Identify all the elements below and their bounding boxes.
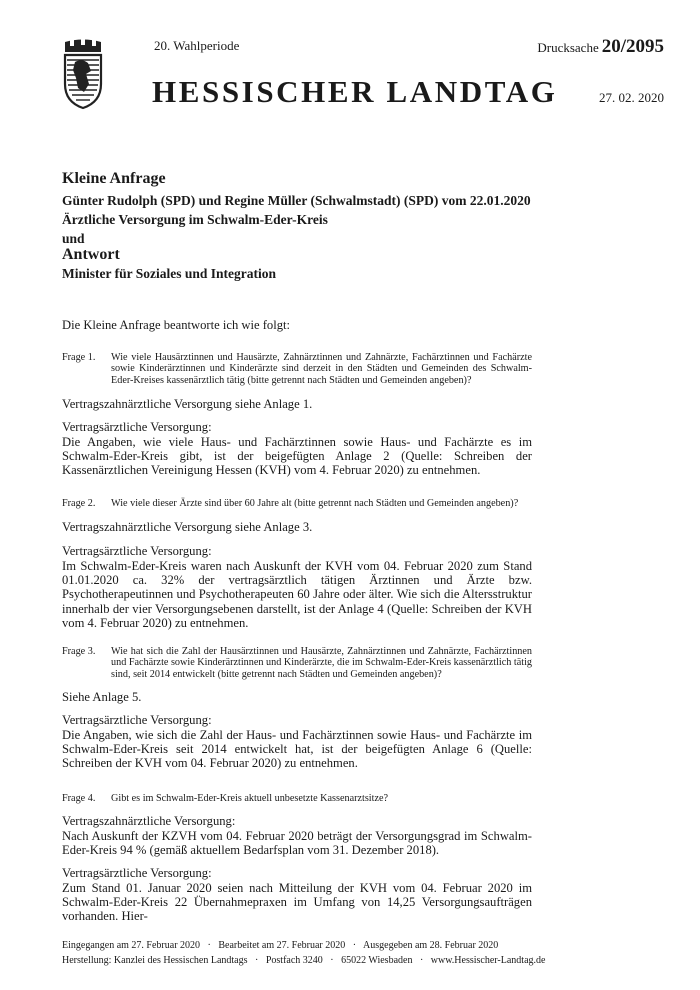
wahlperiode: 20. Wahlperiode: [154, 38, 240, 53]
authors-line: Günter Rudolph (SPD) und Regine Müller (Schwalmstadt) (SPD) vom 22.01.2020: [62, 193, 531, 208]
frage-4-answer-zahn-title: Vertragszahnärztliche Versorgung:: [62, 814, 236, 828]
frage-2-answer-title: Vertragsärztliche Versorgung:: [62, 544, 212, 558]
frage-2-answer-zahn: Vertragszahnärztliche Versorgung siehe Anlage 3.: [62, 520, 313, 534]
frage-1-answer-title: Vertragsärztliche Versorgung:: [62, 420, 212, 434]
frage-3-answer-text: Die Angaben, wie sich die Zahl der Haus- und Fachärztinnen sowie Haus- und Fachärzte im Schwalm-Eder-Kreis seit 2014 entwickelt hat, ist der beigefügten Anlage 6 (Quelle: Schreiben der KVH vom 04. Februar 2020) zu entnehmen.: [62, 728, 532, 771]
frage-1-answer-text: Die Angaben, wie viele Haus- und Fachärztinnen sowie Haus- und Fachärzte es im Schwalm-Eder-Kreis gibt, ist der beigefügten Anlage 2 (Quelle: Schreiben der Kassenärztlichen Vereinigung Hessen (KVH) vom 4. Februar 2020) zu entnehmen.: [62, 435, 532, 478]
frage-4-answer-zahn-text: Nach Auskunft der KZVH vom 04. Februar 2020 beträgt der Versorgungsgrad im Schwalm-Eder-Kreis 94 % (gemäß aktuellem Bedarfsplan vom 31. Dezember 2018).: [62, 829, 532, 858]
drucksache-value: 20/2095: [601, 36, 664, 57]
frage-1-label: Frage 1.: [62, 352, 96, 363]
frage-4-text: Gibt es im Schwalm-Eder-Kreis aktuell unbesetzte Kassenarztsitze?: [111, 793, 389, 804]
frage-2-label: Frage 2.: [62, 498, 96, 509]
kleine-anfrage-heading: Kleine Anfrage: [62, 170, 166, 187]
intro-text: Die Kleine Anfrage beantworte ich wie folgt:: [62, 318, 291, 332]
hessen-coat-of-arms-icon: [62, 38, 104, 110]
topic-line: Ärztliche Versorgung im Schwalm-Eder-Kreis: [62, 212, 328, 227]
frage-2-answer-text: Im Schwalm-Eder-Kreis waren nach Auskunft der KVH vom 04. Februar 2020 zum Stand 01.01.2020 ca. 32% der vertragsärztlich tätigen Ärztinnen und Ärzte bzw. Psychotherapeutinnen und Psychotherapeuten 60 Jahre oder älter. Wie sich die Altersstruktur innerhalb der vier Versorgungsebenen darstellt, ist der Anlage 4 (Quelle: Schreiben der KVH vom 4. Februar 2020) zu entnehmen.: [62, 559, 532, 630]
drucksache-label: Drucksache: [537, 40, 599, 55]
footer-publisher: Herstellung: Kanzlei des Hessischen Landtags · Postfach 3240 · 65022 Wiesbaden · www.Hessischer-Landtag.de: [62, 955, 546, 966]
landtag-title: HESSISCHER LANDTAG: [152, 74, 558, 109]
antwort-heading: Antwort: [62, 246, 120, 263]
frage-4-label: Frage 4.: [62, 793, 96, 804]
frage-1-answer-zahn: Vertragszahnärztliche Versorgung siehe Anlage 1.: [62, 397, 313, 411]
footer-dates: Eingegangen am 27. Februar 2020 · Bearbeitet am 27. Februar 2020 · Ausgegeben am 28. Februar 2020: [62, 940, 499, 951]
frage-4-answer-text: Zum Stand 01. Januar 2020 seien nach Mitteilung der KVH vom 04. Februar 2020 im Schwalm-Eder-Kreis 22 Übernahmepraxen im Umfang von 14,25 Versorgungsaufträgen vorhanden. Hier-: [62, 881, 532, 924]
document-date: 27. 02. 2020: [599, 90, 664, 105]
frage-1-text: Wie viele Hausärztinnen und Hausärzte, Zahnärztinnen und Zahnärzte, Fachärztinnen und Fachärzte sowie Kinderärztinnen und Kinderärzte sind derzeit in den Städten und Gemeinden des Schwalm-Eder-Kreises kassenärztlich tätig (bitte getrennt nach Städten und Gemeinden angeben)?: [111, 352, 532, 386]
drucksache-number: [537, 36, 664, 58]
frage-2-text: Wie viele dieser Ärzte sind über 60 Jahre alt (bitte getrennt nach Städten und Gemeinden angeben)?: [111, 498, 519, 509]
minister-line: Minister für Soziales und Integration: [62, 266, 277, 281]
frage-3-answer-anlage: Siehe Anlage 5.: [62, 690, 142, 704]
frage-4-answer-title: Vertragsärztliche Versorgung:: [62, 866, 212, 880]
frage-3-text: Wie hat sich die Zahl der Hausärztinnen und Hausärzte, Zahnärztinnen und Zahnärzte, Fachärztinnen und Fachärzte sowie Kinderärztinnen und Kinderärzte, die im Schwalm-Eder-Kreis kassenärztlich tätig sind, seit 2014 entwickelt (bitte getrennt nach Städten und Gemeinden angeben)?: [111, 646, 533, 680]
frage-3-label: Frage 3.: [62, 646, 96, 657]
und-line: und: [62, 231, 85, 246]
frage-3-answer-title: Vertragsärztliche Versorgung:: [62, 713, 212, 727]
